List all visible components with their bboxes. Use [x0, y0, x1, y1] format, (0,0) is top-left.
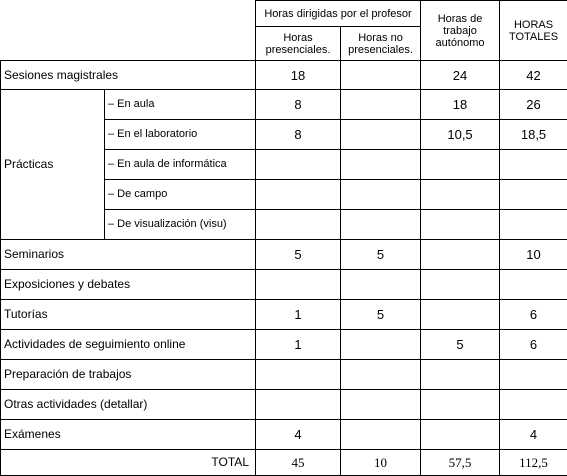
cell-no-presenciales [341, 150, 421, 180]
cell-total: 10 [500, 240, 567, 270]
header-presenciales: Horas presenciales. [256, 27, 341, 61]
row-label: Seminarios [1, 240, 256, 270]
cell-autonomo: 24 [421, 61, 500, 90]
header-no-presenciales: Horas no presenciales. [341, 27, 421, 61]
cell-no-presenciales: 5 [341, 240, 421, 270]
header-totales: HORAS TOTALES [500, 1, 567, 61]
cell-presenciales [256, 210, 341, 240]
cell-presenciales: 1 [256, 300, 341, 330]
cell-total [500, 150, 567, 180]
cell-total: 6 [500, 300, 567, 330]
cell-autonomo: 18 [421, 90, 500, 120]
row-label: Sesiones magistrales [1, 61, 256, 90]
cell-presenciales: 1 [256, 330, 341, 360]
cell-presenciales: 5 [256, 240, 341, 270]
row-label: Exámenes [1, 420, 256, 450]
cell-no-presenciales [341, 330, 421, 360]
row-label: – De visualización (visu) [105, 210, 256, 240]
total-label: TOTAL [1, 450, 256, 476]
cell-presenciales [256, 360, 341, 390]
cell-total [500, 270, 567, 300]
cell-no-presenciales [341, 390, 421, 420]
table-row [1, 390, 567, 420]
cell-autonomo [421, 300, 500, 330]
cell-no-presenciales [341, 210, 421, 240]
cell-no-presenciales [341, 360, 421, 390]
table-row [1, 330, 567, 360]
total-row [1, 450, 567, 476]
row-label: Actividades de seguimiento online [1, 330, 256, 360]
cell-no-presenciales [341, 180, 421, 210]
cell-autonomo [421, 180, 500, 210]
cell-presenciales: 45 [256, 450, 341, 476]
cell-total: 112,5 [500, 450, 567, 476]
cell-autonomo [421, 390, 500, 420]
header-blank [1, 1, 256, 61]
cell-autonomo: 10,5 [421, 120, 500, 150]
cell-autonomo [421, 150, 500, 180]
cell-no-presenciales [341, 120, 421, 150]
cell-autonomo [421, 420, 500, 450]
cell-total: 42 [500, 61, 567, 90]
row-label: – En el laboratorio [105, 120, 256, 150]
table-row [1, 90, 567, 120]
cell-total [500, 180, 567, 210]
cell-autonomo [421, 360, 500, 390]
cell-presenciales: 8 [256, 90, 341, 120]
cell-autonomo: 57,5 [421, 450, 500, 476]
row-label: – En aula de informática [105, 150, 256, 180]
cell-no-presenciales [341, 420, 421, 450]
cell-autonomo [421, 240, 500, 270]
cell-no-presenciales [341, 270, 421, 300]
row-label: Otras actividades (detallar) [1, 390, 256, 420]
table-row [1, 270, 567, 300]
row-label: – En aula [105, 90, 256, 120]
practicas-label: Prácticas [1, 90, 105, 240]
cell-autonomo [421, 270, 500, 300]
table-row [1, 420, 567, 450]
row-label: Preparación de trabajos [1, 360, 256, 390]
cell-presenciales [256, 180, 341, 210]
row-label: – De campo [105, 180, 256, 210]
cell-presenciales [256, 150, 341, 180]
table-row [1, 360, 567, 390]
header-autonomo: Horas de trabajo autónomo [421, 1, 500, 61]
cell-no-presenciales [341, 61, 421, 90]
cell-presenciales [256, 270, 341, 300]
cell-total: 18,5 [500, 120, 567, 150]
cell-autonomo [421, 210, 500, 240]
cell-total [500, 390, 567, 420]
cell-presenciales: 18 [256, 61, 341, 90]
cell-autonomo: 5 [421, 330, 500, 360]
cell-no-presenciales: 10 [341, 450, 421, 476]
cell-total: 6 [500, 330, 567, 360]
cell-presenciales [256, 390, 341, 420]
table-row [1, 61, 567, 90]
cell-presenciales: 4 [256, 420, 341, 450]
header-group: Horas dirigidas por el profesor [256, 1, 421, 27]
row-label: Tutorías [1, 300, 256, 330]
cell-presenciales: 8 [256, 120, 341, 150]
cell-total [500, 210, 567, 240]
table-row [1, 300, 567, 330]
cell-no-presenciales: 5 [341, 300, 421, 330]
cell-total: 4 [500, 420, 567, 450]
cell-total: 26 [500, 90, 567, 120]
row-label: Exposiciones y debates [1, 270, 256, 300]
table-row [1, 240, 567, 270]
cell-no-presenciales [341, 90, 421, 120]
cell-total [500, 360, 567, 390]
